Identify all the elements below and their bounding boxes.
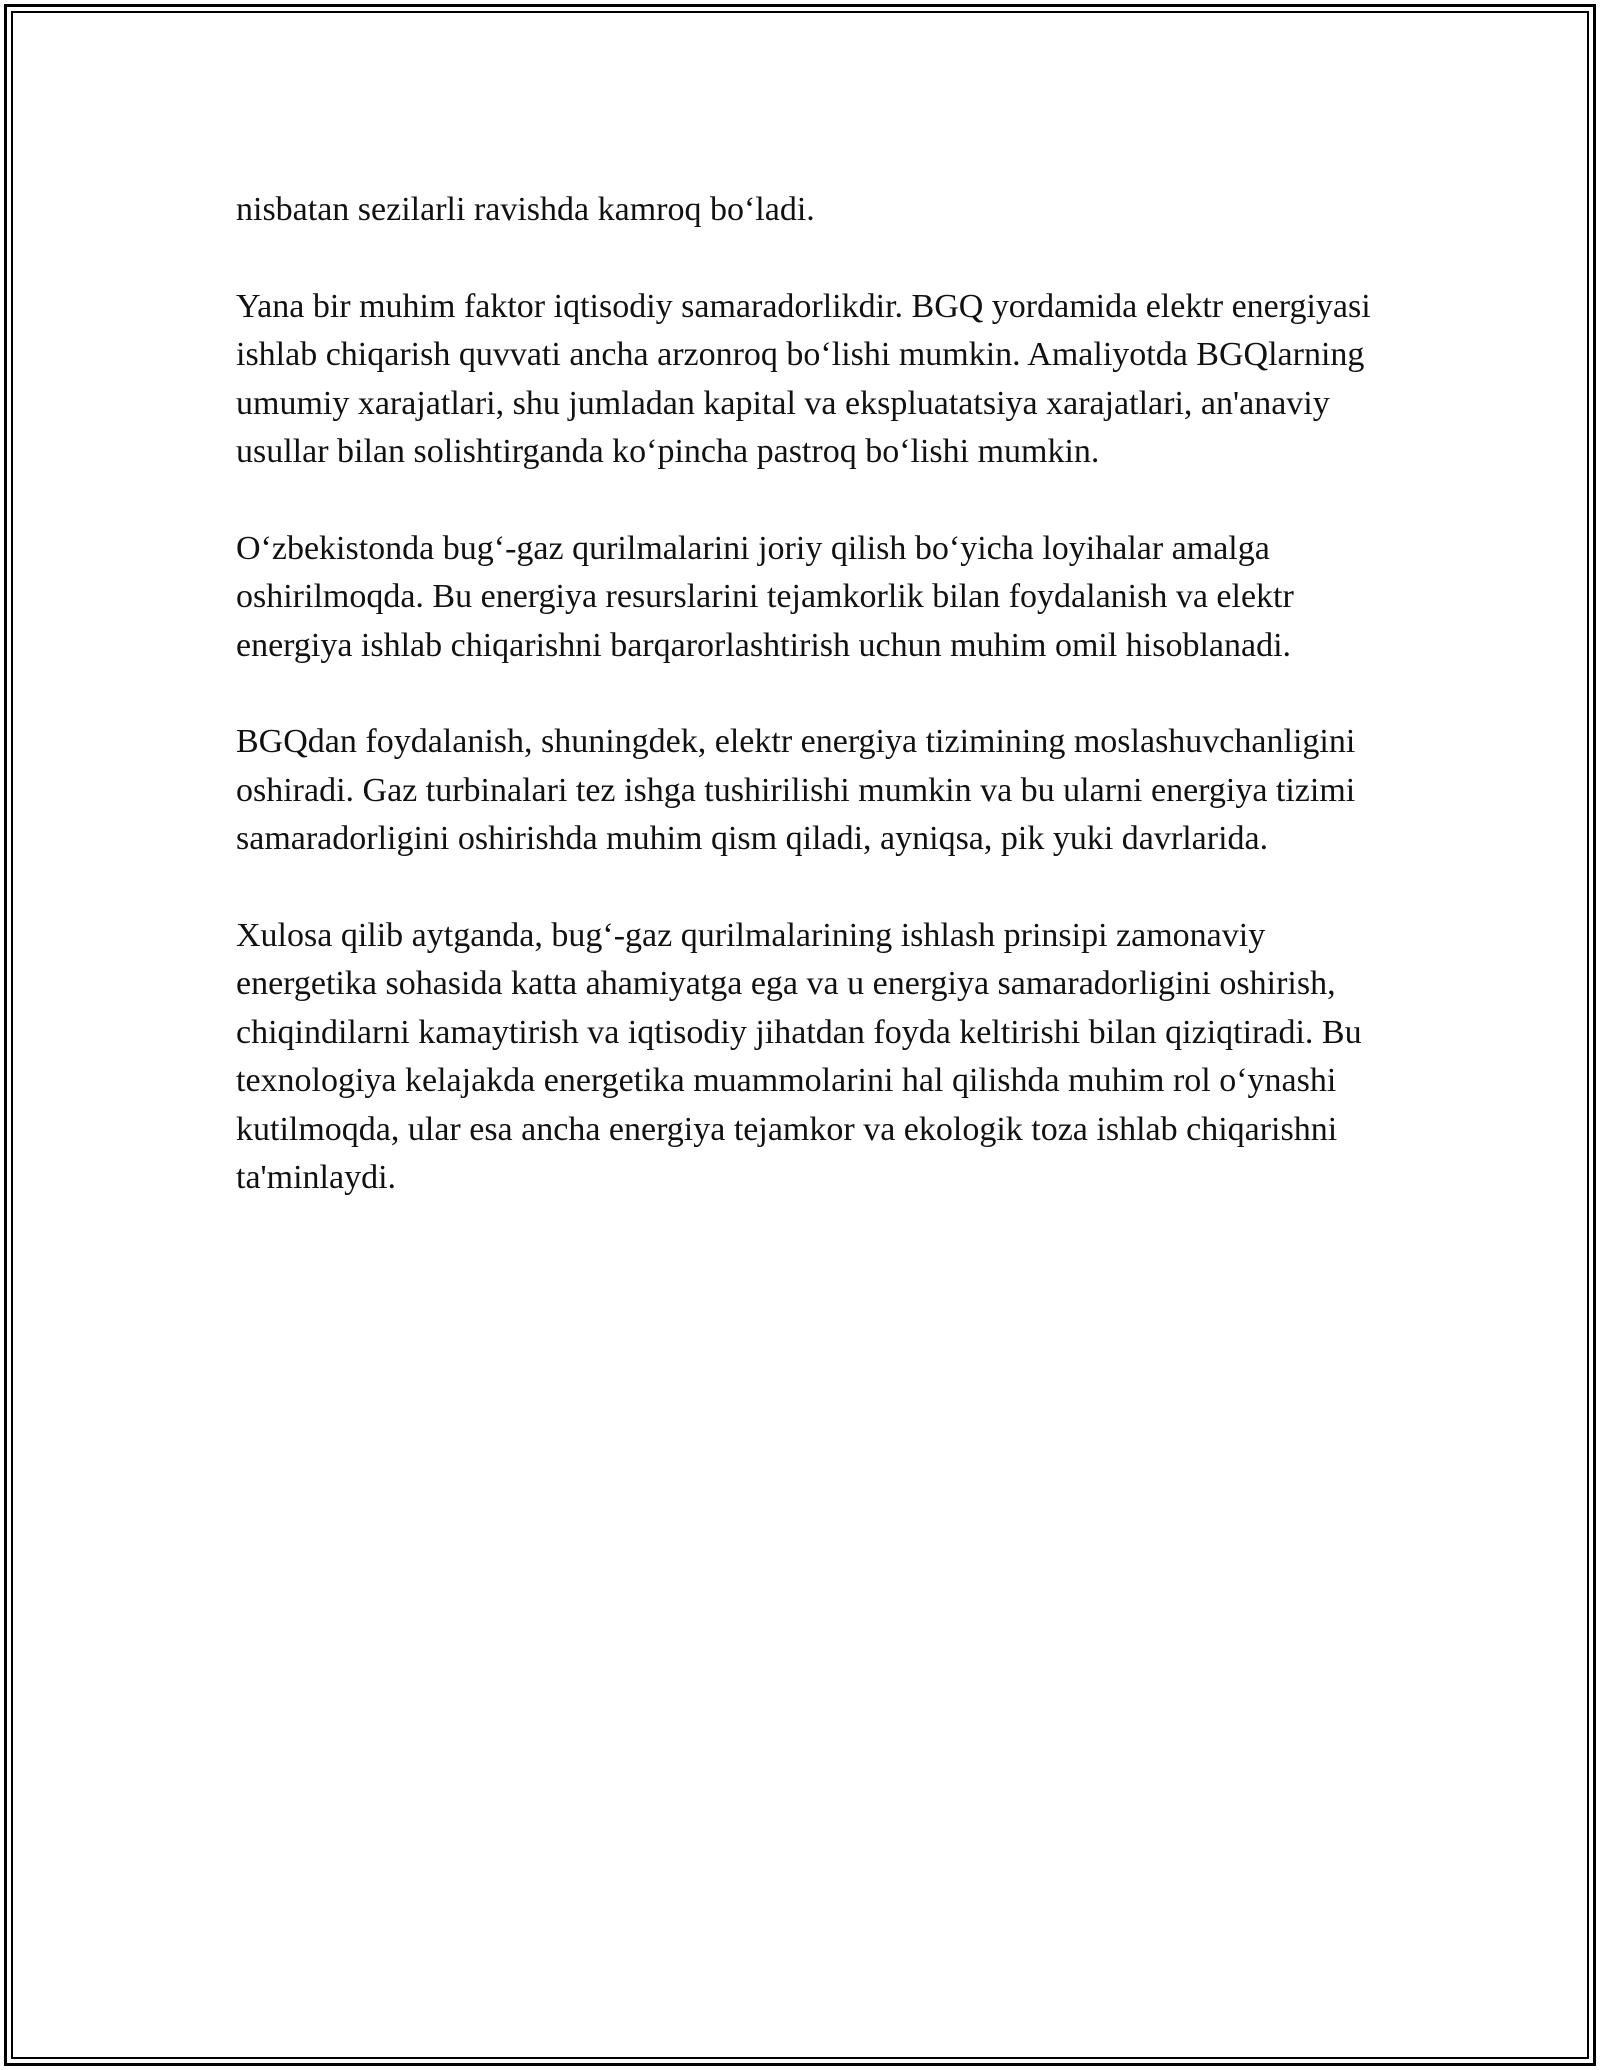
document-body — [236, 186, 1376, 1251]
paragraph-5: Xulosa qilib aytganda, bug‘-gaz qurilmalarining ishlash prinsipi zamonaviy energetika sohasida katta ahamiyatga ega va u energiya samaradorligini oshirish, chiqindilarni kamaytirish va iqtisodiy jihatdan foyda keltirishi bilan qiziqtiradi. Bu texnologiya kelajakda energetika muammolarini hal qilishda muhim rol o‘ynashi kutilmoqda, ular esa ancha energiya tejamkor va ekologik toza ishlab chiqarishni ta'minlaydi. — [236, 917, 1362, 1197]
paragraph-1: nisbatan sezilarli ravishda kamroq bo‘ladi. — [236, 191, 815, 228]
paragraph-4: BGQdan foydalanish, shuningdek, elektr energiya tizimining moslashuvchanligini oshiradi. Gaz turbinalari tez ishga tushirilishi mumkin va bu ularni energiya tizimi samaradorligini oshirishda muhim qism qiladi, ayniqsa, pik yuki davrlarida. — [236, 723, 1356, 858]
paragraph-3: O‘zbekistonda bug‘-gaz qurilmalarini joriy qilish bo‘yicha loyihalar amalga oshirilmoqda. Bu energiya resurslarini tejamkorlik bilan foydalanish va elektr energiya ishlab chiqarishni barqarorlashtirish uchun muhim omil hisoblanadi. — [236, 529, 1294, 664]
paragraph-2: Yana bir muhim faktor iqtisodiy samaradorlikdir. BGQ yordamida elektr energiyasi ishlab chiqarish quvvati ancha arzonroq bo‘lishi mumkin. Amaliyotda BGQlarning umumiy xarajatlari, shu jumladan kapital va ekspluatatsiya xarajatlari, an'anaviy usullar bilan solishtirganda ko‘pincha pastroq bo‘lishi mumkin. — [236, 287, 1371, 471]
